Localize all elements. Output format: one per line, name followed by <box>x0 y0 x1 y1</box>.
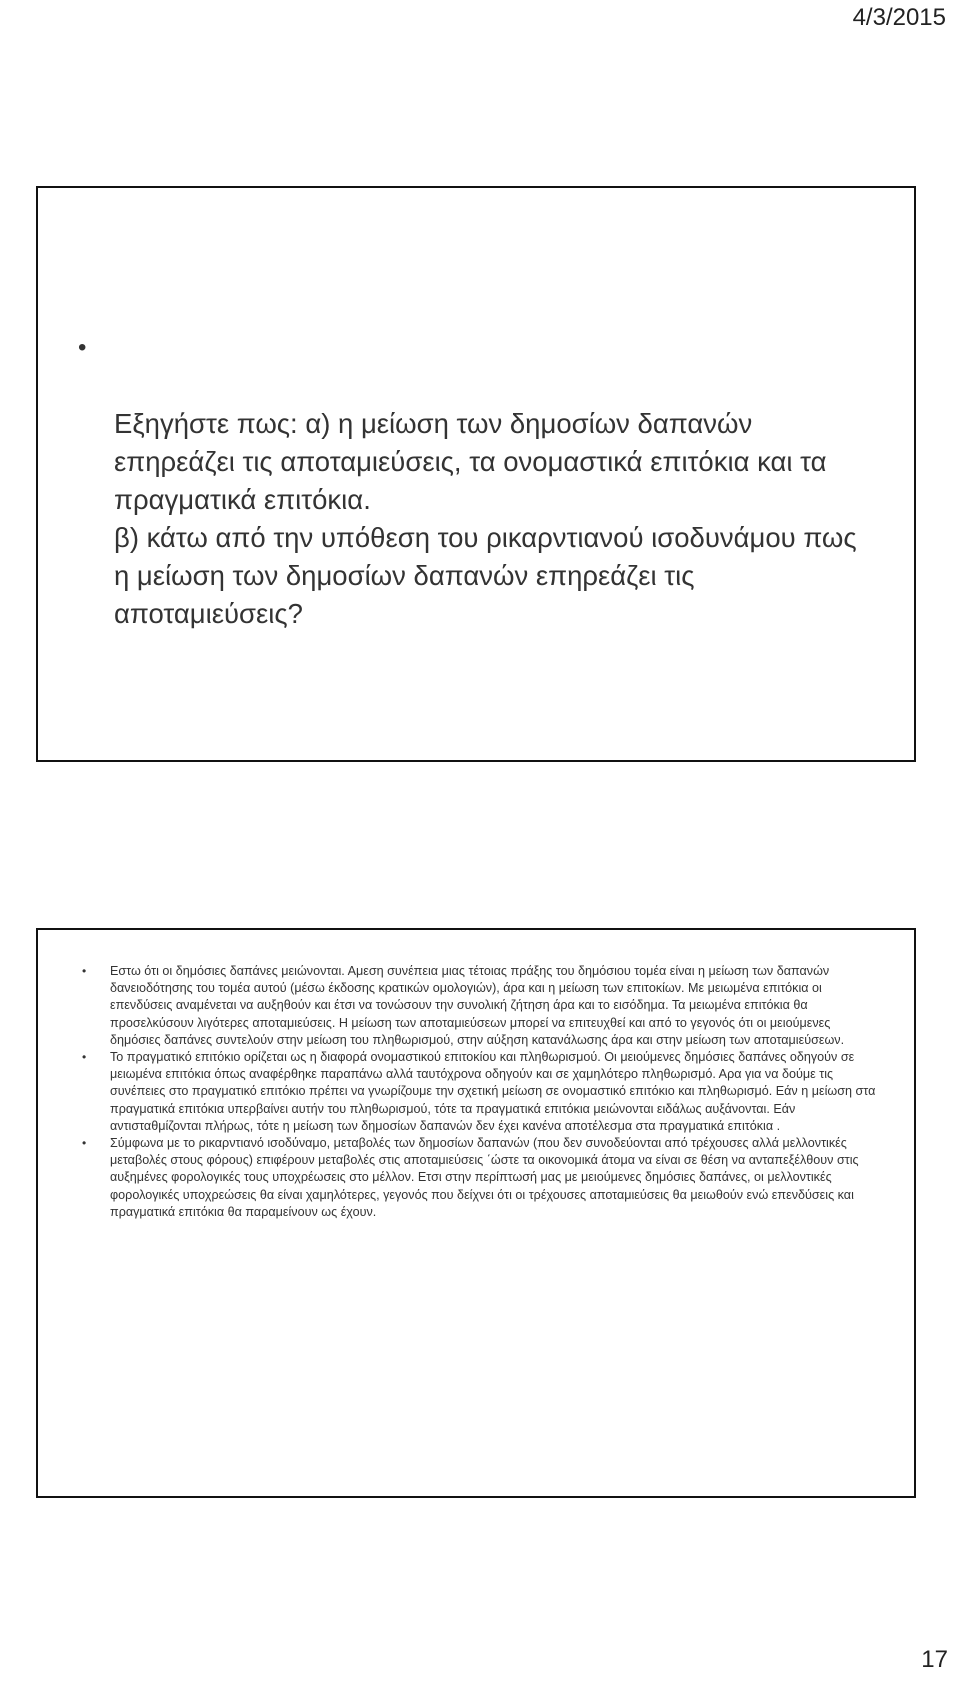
bullet-dot-icon: • <box>82 1136 87 1151</box>
answer-bullet <box>78 1049 878 1135</box>
answer-text: Εστω ότι οι δημόσιες δαπάνες μειώνονται. Αμεση συνέπεια μιας τέτοιας πράξης του δημόσιου τομέα είναι η μείωση των δαπανών δανειοδότησης του τομέα αυτού (μέσω έκδοσης κρατικών ομολογιών), άρα και η μείωση των επιτοκίων. Με μειωμένα επιτόκια οι επενδύσεις αναμένεται να αυξηθούν και έτσι να τονώσουν την συνολική ζήτηση άρα και το εισόδημα. Τα μειωμένα επιτόκια θα προσελκύσουν λιγότερες αποταμιεύσεις. Η μείωση των αποταμιεύσεων μπορεί να επιτευχθεί και από το γεγονός ότι οι μειούμενες δημόσιες δαπάνες συντελούν στην μείωση του πληθωρισμού, στην αύξηση κατανάλωσης άρα και στην μείωση των αποταμιεύσεων. <box>110 964 845 1047</box>
bullet-dot-icon: • <box>82 964 87 978</box>
answer-text: Το πραγματικό επιτόκιο ορίζεται ως η διαφορά ονομαστικού επιτοκίου και πληθωρισμού. Οι μειούμενες δημόσιες δαπάνες οδηγούν σε μειωμένα επιτόκια όπως αναφέρθηκε παραπάνω αλλά ταυτόχρονα οδηγούν και σε χαμηλότερο πληθωρισμό. Αρα για να δούμε τις συνέπειες στο πραγματικό επιτόκιο πρέπει να γνωρίζουμε την σχετική μείωση σε ονομαστικό επιτόκιο και πληθωρισμό. Εάν η μείωση στα πραγματικά επιτόκια υπερβαίνει αυτήν του πληθωρισμού, τότε τα πραγματικά επιτόκια μειώνονται ειδάλως αυξάνονται. Εάν αντισταθμίζονται πλήρως, τότε η μείωση των δημοσίων δαπανών δεν έχει κανένα αποτέλεσμα στα πραγματικά επιτόκια . <box>110 1050 876 1133</box>
answer-bullet-list <box>78 963 878 1221</box>
question-bullet <box>76 329 866 633</box>
page-number: 17 <box>921 1646 948 1673</box>
slide-answer <box>36 928 916 1498</box>
answer-text: Σύμφωνα με το ρικαρντιανό ισοδύναμο, μεταβολές των δημοσίων δαπανών (που δεν συνοδεύονται από τρέχουσες αλλά μελλοντικές μεταβολές στους φόρους) επιφέρουν μεταβολές στις αποταμιεύσεις ΄ώστε τα οικονομικά άτομα να είναι σε θέση να ανταπεξέλθουν στις αυξημένες φορολογικές τους υποχρέωσεις στο μέλλον. Ετσι στην περίπτωσή μας με μειούμενες δημόσιες δαπάνες, οι μελλοντικές φορολογικές υποχρεώσεις θα είναι χαμηλότερες, γεγονός που δείχνει ότι οι τρέχουσες αποταμιεύσεις θα μειωθούν ενώ επενδύσεις και πραγματικά επιτόκια θα παραμείνουν ως έχουν. <box>110 1136 859 1219</box>
answer-bullet <box>78 963 878 1049</box>
page-date: 4/3/2015 <box>852 4 946 31</box>
question-bullet-list <box>76 329 866 633</box>
question-text: Εξηγήστε πως: α) η μείωση των δημοσίων δαπανών επηρεάζει τις αποταμιεύσεις, τα ονομαστικά επιτόκια και τα πραγματικά επιτόκια. β) κάτω από την υπόθεση του ρικαρντιανού ισοδυνάμου πως η μείωση των δημοσίων δαπανών επηρεάζει τις αποταμιεύσεις? <box>114 408 857 629</box>
bullet-dot-icon: • <box>78 334 87 361</box>
answer-bullet <box>78 1135 878 1221</box>
slide-question <box>36 186 916 762</box>
bullet-dot-icon: • <box>82 1050 87 1065</box>
